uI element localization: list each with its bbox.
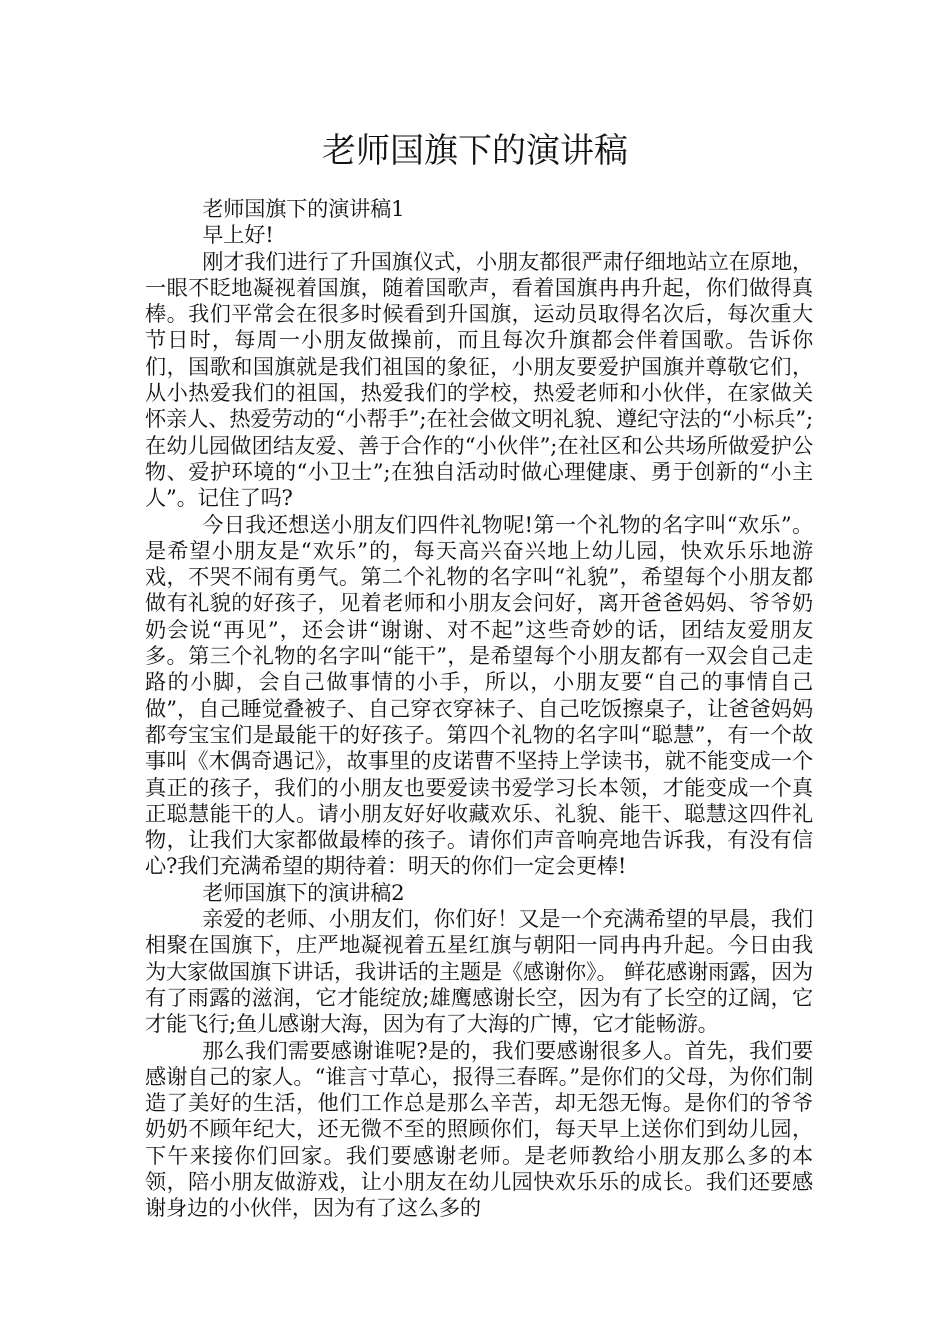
body-paragraph: 今日我还想送小朋友们四件礼物呢!第一个礼物的名字叫“欢乐”。是希望小朋友是“欢乐”的，每天高兴奋兴地上幼儿园，快欢乐乐地游戏，不哭不闹有勇气。第二个礼物的名字叫“礼貌”，希望每个小朋友都做有礼貌的好孩子，见着老师和小朋友会问好，离开爸爸妈妈、爷爷奶奶会说“再见”，还会讲“谢谢、对不起”这些奇妙的话，团结友爱朋友多。第三个礼物的名字叫“能干”，是希望每个小朋友都有一双会自己走路的小脚，会自己做事情的小手，所以，小朋友要“自己的事情自己做”，自己睡觉叠被子、自己穿衣穿袜子、自己吃饭擦桌子，让爸爸妈妈都夸宝宝们是最能干的好孩子。第四个礼物的名字叫“聪慧”，有一个故事叫《木偶奇遇记》，故事里的皮诺曹不坚持上学读书，就不能变成一个真正的孩子，我们的小朋友也要爱读书爱学习长本领，才能变成一个真正聪慧能干的人。请小朋友好好收藏欢乐、礼貌、能干、聪慧这四件礼物，让我们大家都做最棒的孩子。请你们声音响亮地告诉我，有没有信心?我们充满希望的期待着：明天的你们一定会更棒! (145, 511, 813, 879)
greeting-paragraph: 早上好! (202, 222, 274, 248)
body-paragraph: 亲爱的老师、小朋友们，你们好！又是一个充满希望的早晨，我们相聚在国旗下，庄严地凝视着五星红旗与朝阳一同冉冉升起。今日由我为大家做国旗下讲话，我讲话的主题是《感谢你》。 鲜花感谢雨露，因为有了雨露的滋润，它才能绽放;雄鹰感谢长空，因为有了长空的辽阔，它才能飞行;鱼儿感谢大海，因为有了大海的广博，它才能畅游。 (145, 906, 813, 1037)
document-body (145, 196, 813, 1222)
document-title: 老师国旗下的演讲稿 (322, 131, 628, 171)
body-paragraph: 那么我们需要感谢谁呢?是的，我们要感谢很多人。首先，我们要感谢自己的家人。“谁言寸草心，报得三春晖。”是你们的父母，为你们制造了美好的生活，他们工作总是那么辛苦，却无怨无悔。是你们的爷爷奶奶不顾年纪大，还无微不至的照顾你们，每天早上送你们到幼儿园，下午来接你们回家。我们要感谢老师。是老师教给小朋友那么多的本领，陪小朋友做游戏，让小朋友在幼儿园快欢乐乐的成长。我们还要感谢身边的小伙伴，因为有了这么多的 (145, 1037, 813, 1221)
section-heading-1: 老师国旗下的演讲稿1 (202, 196, 405, 221)
section-heading-2: 老师国旗下的演讲稿2 (202, 879, 405, 905)
body-paragraph: 刚才我们进行了升国旗仪式，小朋友都很严肃仔细地站立在原地，一眼不眨地凝视着国旗，随着国歌声，看着国旗冉冉升起，你们做得真棒。我们平常会在很多时候看到升国旗，运动员取得名次后，每次重大节日时，每周一小朋友做操前，而且每次升旗都会伴着国歌。告诉你们，国歌和国旗就是我们祖国的象征，小朋友要爱护国旗并尊敬它们，从小热爱我们的祖国，热爱我们的学校，热爱老师和小伙伴，在家做关怀亲人、热爱劳动的“小帮手”;在社会做文明礼貌、遵纪守法的“小标兵”;在幼儿园做团结友爱、善于合作的“小伙伴”;在社区和公共场所做爱护公物、爱护环境的“小卫士”;在独自活动时做心理健康、勇于创新的“小主人”。记住了吗? (145, 248, 813, 511)
